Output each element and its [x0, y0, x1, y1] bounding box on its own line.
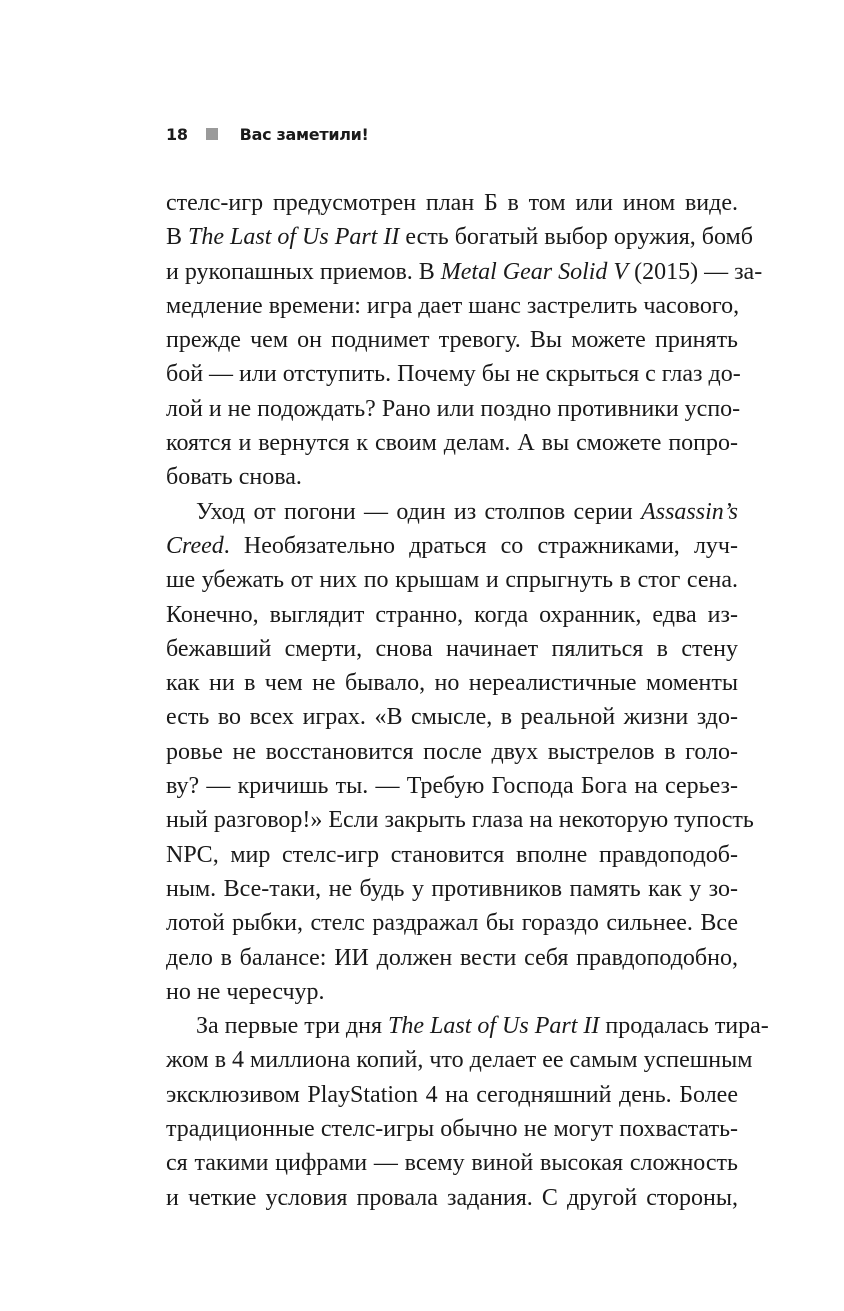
text-line: ный разговор!» Если закрыть глаза на некоторую тупость	[166, 807, 754, 834]
square-ornament-icon	[206, 128, 218, 140]
text-line: лой и не подождать? Рано или поздно противники успо-	[166, 395, 741, 422]
text-line: традиционные стелс-игры обычно не могут похвастать-	[166, 1116, 738, 1143]
text-line: есть во всех играх. «В смысле, в реальной жизни здо-	[166, 704, 738, 731]
text-line: прежде чем он поднимет тревогу. Вы можете принять	[166, 327, 738, 354]
text-line: эксклюзивом PlayStation 4 на сегодняшний день. Более	[166, 1081, 738, 1108]
text-line: Creed. Необязательно драться со стражниками, луч-	[166, 532, 738, 559]
text-line: как ни в чем не бывало, но нереалистичные моменты	[166, 670, 738, 697]
text-line: ву? — кричишь ты. — Требую Господа Бога на серьез-	[166, 773, 738, 800]
italic-title: Metal Gear Solid V	[440, 258, 629, 285]
text-line: и четкие условия провала задания. С другой стороны,	[166, 1184, 738, 1211]
text-line: ся такими цифрами — всему виной высокая сложность	[166, 1150, 738, 1177]
text-line: Уход от погони — один из столпов серии Assassin’s	[196, 498, 738, 525]
text-line: ровье не восстановится после двух выстрелов в голо-	[166, 738, 738, 765]
text-line: ше убежать от них по крышам и спрыгнуть в стог сена.	[166, 567, 738, 594]
text-line: лотой рыбки, стелс раздражал бы гораздо сильнее. Все	[166, 910, 738, 937]
italic-title: The Last of Us Part II	[188, 224, 400, 251]
text-line: стелс-игр предусмотрен план Б в том или ином виде.	[166, 190, 738, 216]
running-head	[166, 122, 369, 146]
chapter-title: Вас заметили!	[239, 124, 369, 144]
text-line: ным. Все-таки, не будь у противников память как у зо-	[166, 875, 738, 902]
italic-title: Assassin’s	[641, 498, 738, 525]
text-line: жом в 4 миллиона копий, что делает ее самым успешным	[166, 1047, 753, 1074]
text-line: и рукопашных приемов. В Metal Gear Solid V (2015) — за-	[166, 258, 763, 285]
text-line: бежавший смерти, снова начинает пялиться в стену	[166, 635, 738, 662]
page-number: 18	[166, 124, 188, 144]
text-line: дело в балансе: ИИ должен вести себя правдоподобно,	[166, 944, 738, 971]
text-line: бой — или отступить. Почему бы не скрыться с глаз до-	[166, 361, 741, 388]
text-line: коятся и вернутся к своим делам. А вы сможете попро-	[166, 430, 738, 457]
italic-title: The Last of Us Part II	[388, 1013, 600, 1040]
text-line: но не чересчур.	[166, 978, 325, 1005]
text-line: бовать снова.	[166, 464, 302, 491]
text-line: За первые три дня The Last of Us Part II продалась тира-	[196, 1013, 769, 1040]
text-line: NPC, мир стелс-игр становится вполне правдоподоб-	[166, 841, 738, 868]
text-line: медление времени: игра дает шанс застрелить часового,	[166, 292, 740, 319]
italic-title: Creed	[166, 532, 224, 559]
text-line: В The Last of Us Part II есть богатый выбор оружия, бомб	[166, 224, 753, 251]
text-line: Конечно, выглядит странно, когда охранник, едва из-	[166, 601, 738, 628]
body-text	[166, 186, 769, 1215]
